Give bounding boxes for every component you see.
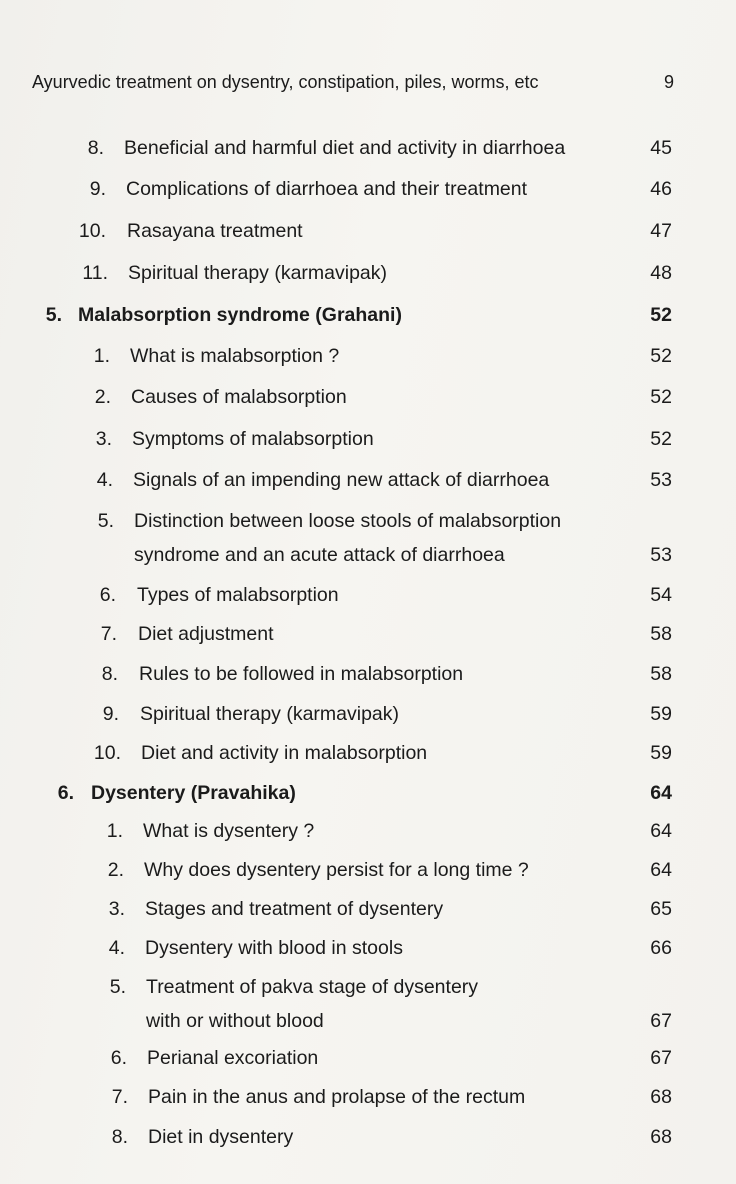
- toc-entry: 4. Dysentery with blood in stools 66: [108, 937, 672, 959]
- running-header-title: Ayurvedic treatment on dysentry, constipation, piles, worms, etc: [32, 72, 539, 92]
- page-number: 9: [663, 72, 674, 92]
- toc-entry: 9. Spiritual therapy (karmavipak) 59: [102, 703, 672, 725]
- toc-entry: 8. Beneficial and harmful diet and activity in diarrhoea 45: [87, 137, 672, 159]
- toc-entry: 3. Stages and treatment of dysentery 65: [108, 898, 672, 920]
- toc-entry: 6. Types of malabsorption 54: [99, 584, 672, 606]
- toc-entry: 5. Distinction between loose stools of malabsorption syndrome and an acute attack of diarrhoea 53: [97, 510, 672, 566]
- toc-entry: 9. Complications of diarrhoea and their treatment 46: [89, 178, 672, 200]
- toc-entry: 6. Perianal excoriation 67: [110, 1047, 672, 1069]
- toc-entry: 4. Signals of an impending new attack of diarrhoea 53: [96, 469, 672, 491]
- toc-entry: 1. What is dysentery ? 64: [106, 820, 672, 842]
- toc-entry: 5. Treatment of pakva stage of dysentery with or without blood 67: [109, 976, 672, 1032]
- toc-entry: 1. What is malabsorption ? 52: [93, 345, 672, 367]
- toc-chapter-heading: 6. Dysentery (Pravahika) 64: [57, 782, 672, 804]
- toc-entry: 7. Diet adjustment 58: [100, 623, 672, 645]
- toc-entry: 2. Causes of malabsorption 52: [94, 386, 672, 408]
- running-header: [32, 72, 680, 96]
- toc-entry: 7. Pain in the anus and prolapse of the rectum 68: [111, 1086, 672, 1108]
- toc-chapter-heading: 5. Malabsorption syndrome (Grahani) 52: [45, 304, 672, 326]
- toc-entry: 2. Why does dysentery persist for a long time ? 64: [107, 859, 672, 881]
- toc-entry: 8. Diet in dysentery 68: [111, 1126, 672, 1148]
- toc-entry: 3. Symptoms of malabsorption 52: [95, 428, 672, 450]
- toc-entry: 11. Spiritual therapy (karmavipak) 48: [82, 262, 672, 284]
- toc-entry: 10. Diet and activity in malabsorption 59: [93, 742, 672, 764]
- toc-entry: 10. Rasayana treatment 47: [78, 220, 672, 242]
- toc-entry: 8. Rules to be followed in malabsorption 58: [101, 663, 672, 685]
